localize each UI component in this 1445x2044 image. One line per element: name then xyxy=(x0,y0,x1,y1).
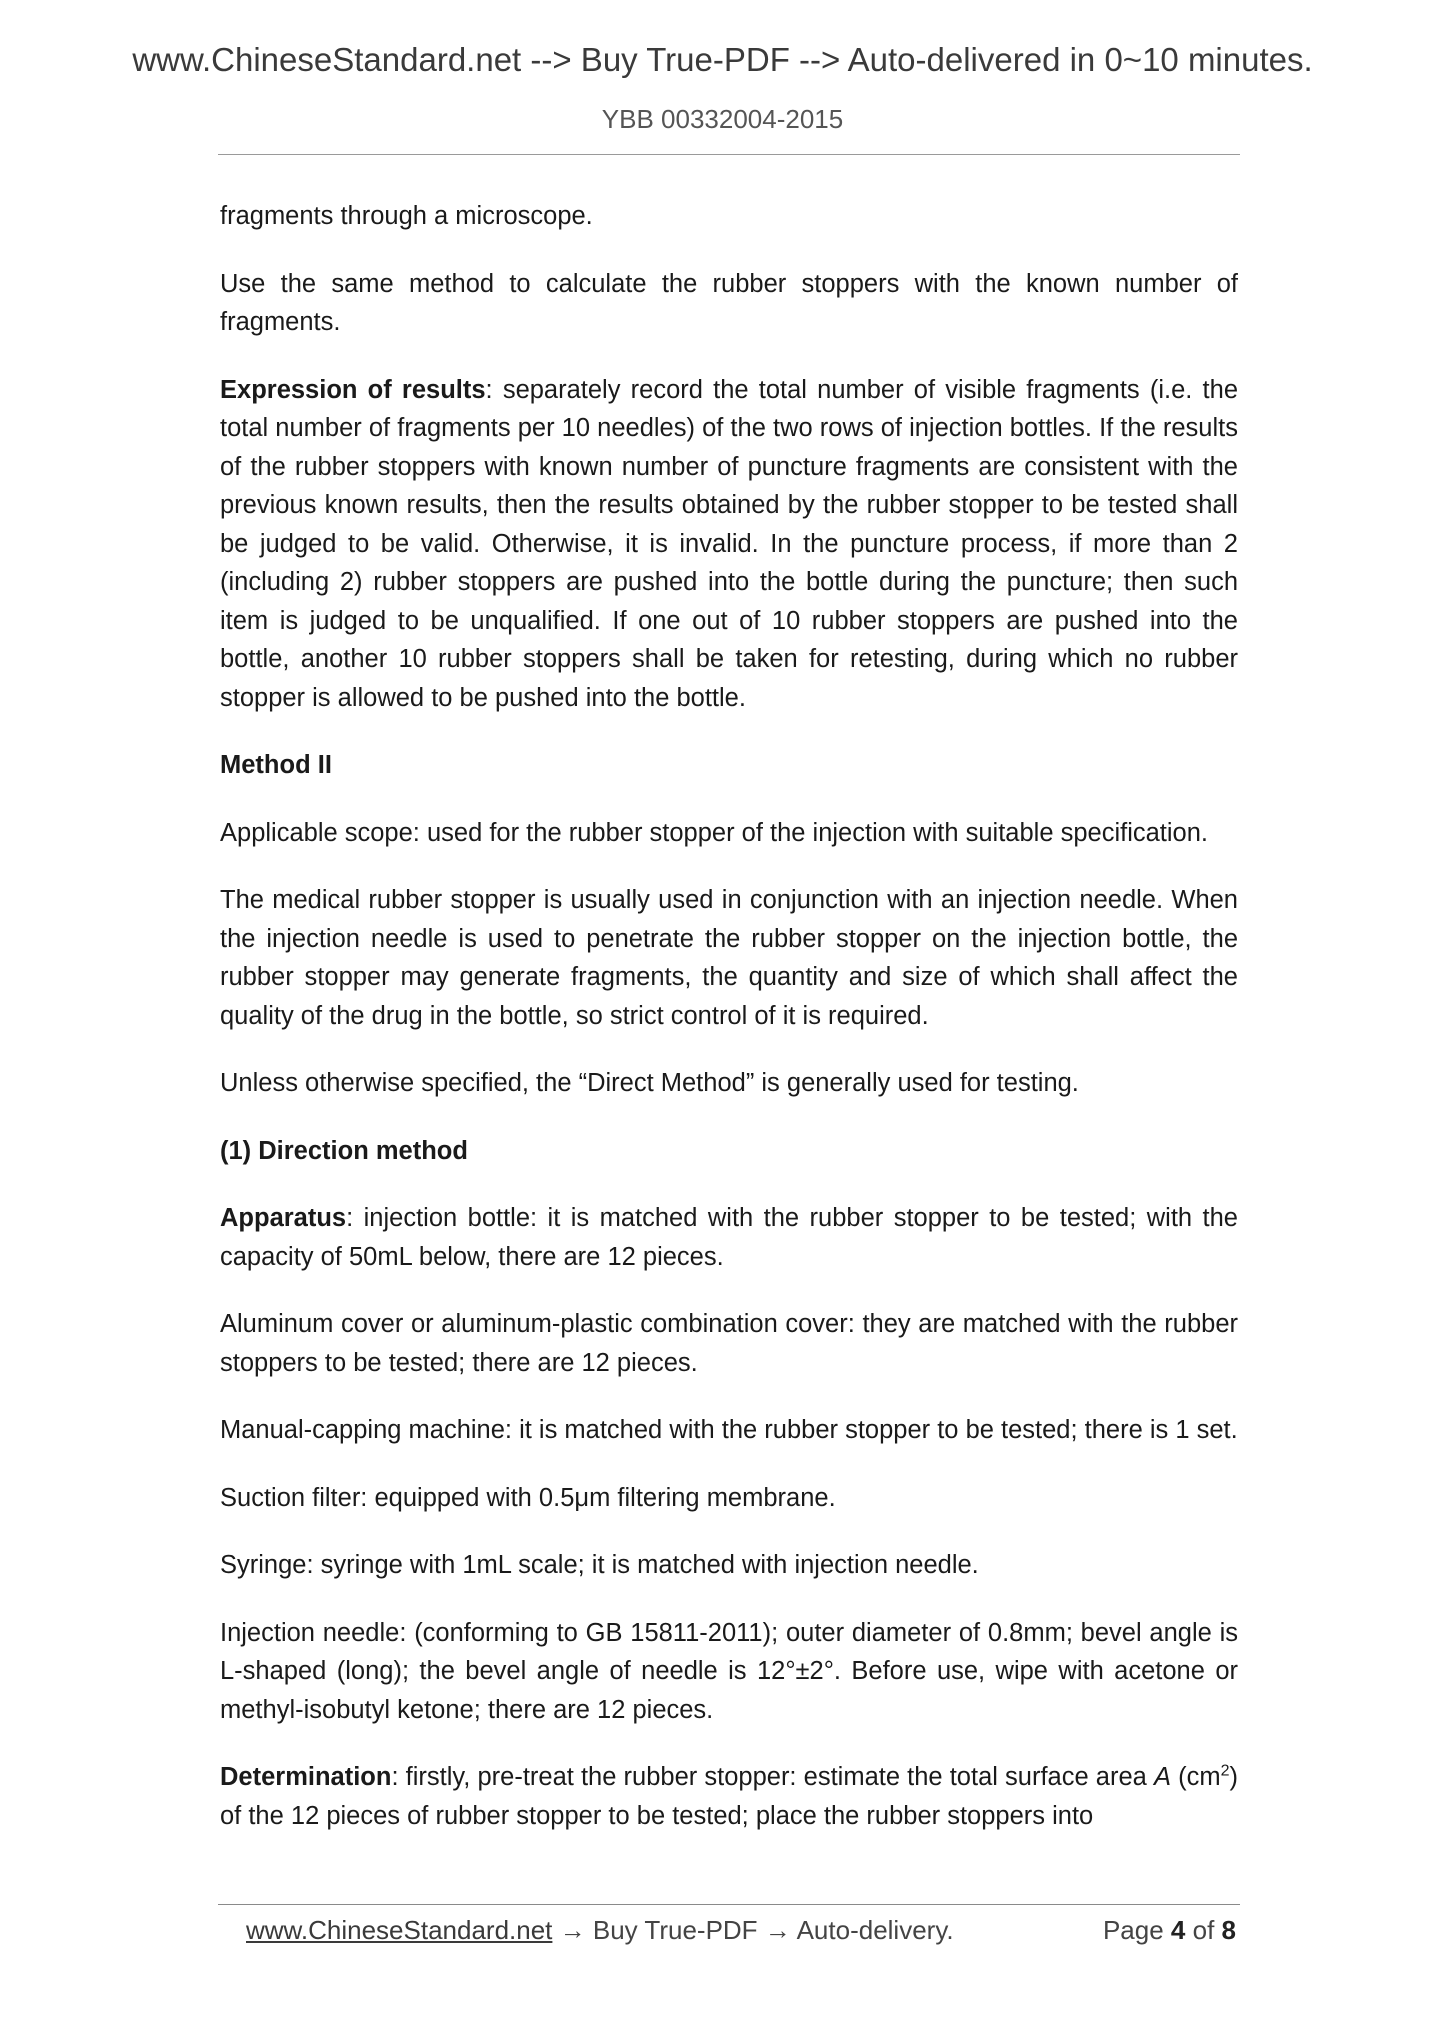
surface-area-variable: A xyxy=(1153,1763,1171,1791)
page-footer xyxy=(246,1912,1236,1948)
footer-divider xyxy=(218,1904,1240,1905)
page-word: Page xyxy=(1102,1915,1171,1945)
page-number xyxy=(1103,1912,1236,1948)
determination-text-2: (cm xyxy=(1170,1763,1221,1791)
total-pages: 8 xyxy=(1221,1915,1236,1945)
apparatus-text: : injection bottle: it is matched with the rubber stopper to be tested; with the capacity of 50mL below, there are 12 pieces. xyxy=(220,1204,1238,1271)
determination-label: Determination xyxy=(220,1763,392,1791)
paragraph-expression-of-results xyxy=(220,371,1238,718)
paragraph-determination xyxy=(220,1758,1238,1835)
footer-delivery-text: Auto-delivery. xyxy=(796,1915,954,1945)
current-page: 4 xyxy=(1170,1915,1186,1945)
expression-of-results-text: : separately record the total number of visible fragments (i.e. the total number of fragments per 10 needles) of the two rows of injection bottles. If the results of the rubber stoppers with known number of puncture fragments are consistent with the previous known results, then the results obtained by the rubber stopper to be tested shall be judged to be valid. Otherwise, it is invalid. In the puncture process, if more than 2 (including 2) rubber stoppers are pushed into the bottle during the puncture; then such item is judged to be unqualified. If one out of 10 rubber stoppers are pushed into the bottle, another 10 rubber stoppers shall be taken for retesting, during which no rubber stopper is allowed to be pushed into the bottle. xyxy=(220,375,1238,712)
paragraph-aluminum-cover: Aluminum cover or aluminum-plastic combination cover: they are matched with the rubber stoppers to be tested; there are 12 pieces. xyxy=(220,1310,1238,1377)
paragraph-fragments-microscope: fragments through a microscope. xyxy=(220,202,593,230)
footer-arrow-icon: → xyxy=(552,1915,593,1945)
source-banner: www.ChineseStandard.net --> Buy True-PDF --> Auto-delivered in 0~10 minutes. xyxy=(132,41,1313,78)
footer-links xyxy=(246,1912,954,1948)
determination-text-3: ) of the 12 pieces of rubber stopper to be tested; place the rubber stoppers into xyxy=(220,1763,1238,1830)
paragraph-syringe: Syringe: syringe with 1mL scale; it is matched with injection needle. xyxy=(220,1551,979,1579)
superscript-2: 2 xyxy=(1220,1762,1230,1780)
paragraph-suction-filter: Suction filter: equipped with 0.5μm filtering membrane. xyxy=(220,1483,836,1512)
paragraph-injection-needle: Injection needle: (conforming to GB 15811-2011); outer diameter of 0.8mm; bevel angle is L-shaped (long); the bevel angle of needle is 12°±2°. Before use, wipe with acetone or methyl-isobutyl ketone; there are 12 pieces. xyxy=(220,1618,1238,1724)
paragraph-applicable-scope: Applicable scope: used for the rubber stopper of the injection with suitable specification. xyxy=(220,818,1209,847)
apparatus-label: Apparatus xyxy=(220,1204,347,1232)
footer-buy-text: Buy True-PDF xyxy=(592,1915,758,1945)
paragraph-medical-rubber-stopper: The medical rubber stopper is usually used in conjunction with an injection needle. When the injection needle is used to penetrate the rubber stopper on the injection bottle, the rubber stopper may generate fragments, the quantity and size of which shall affect the quality of the drug in the bottle, so strict control of it is required. xyxy=(220,886,1238,1030)
heading-direction-method: (1) Direction method xyxy=(220,1136,468,1165)
of-word: of xyxy=(1185,1915,1222,1945)
paragraph-direct-method-note: Unless otherwise specified, the “Direct Method” is generally used for testing. xyxy=(220,1069,1079,1097)
page-body xyxy=(220,197,1238,1864)
heading-method-ii: Method II xyxy=(220,751,332,779)
expression-of-results-label: Expression of results xyxy=(220,375,486,404)
paragraph-same-method: Use the same method to calculate the rubber stoppers with the known number of fragments. xyxy=(220,269,1238,336)
header-divider xyxy=(218,154,1240,155)
paragraph-apparatus xyxy=(220,1199,1238,1276)
footer-arrow-icon: → xyxy=(757,1915,797,1945)
document-code: YBB 00332004-2015 xyxy=(601,104,844,134)
footer-site-link[interactable]: www.ChineseStandard.net xyxy=(246,1915,553,1945)
determination-text-1: : firstly, pre-treat the rubber stopper: estimate the total surface area xyxy=(391,1763,1154,1791)
paragraph-capping-machine: Manual-capping machine: it is matched with the rubber stopper to be tested; there is 1 set. xyxy=(220,1416,1238,1444)
